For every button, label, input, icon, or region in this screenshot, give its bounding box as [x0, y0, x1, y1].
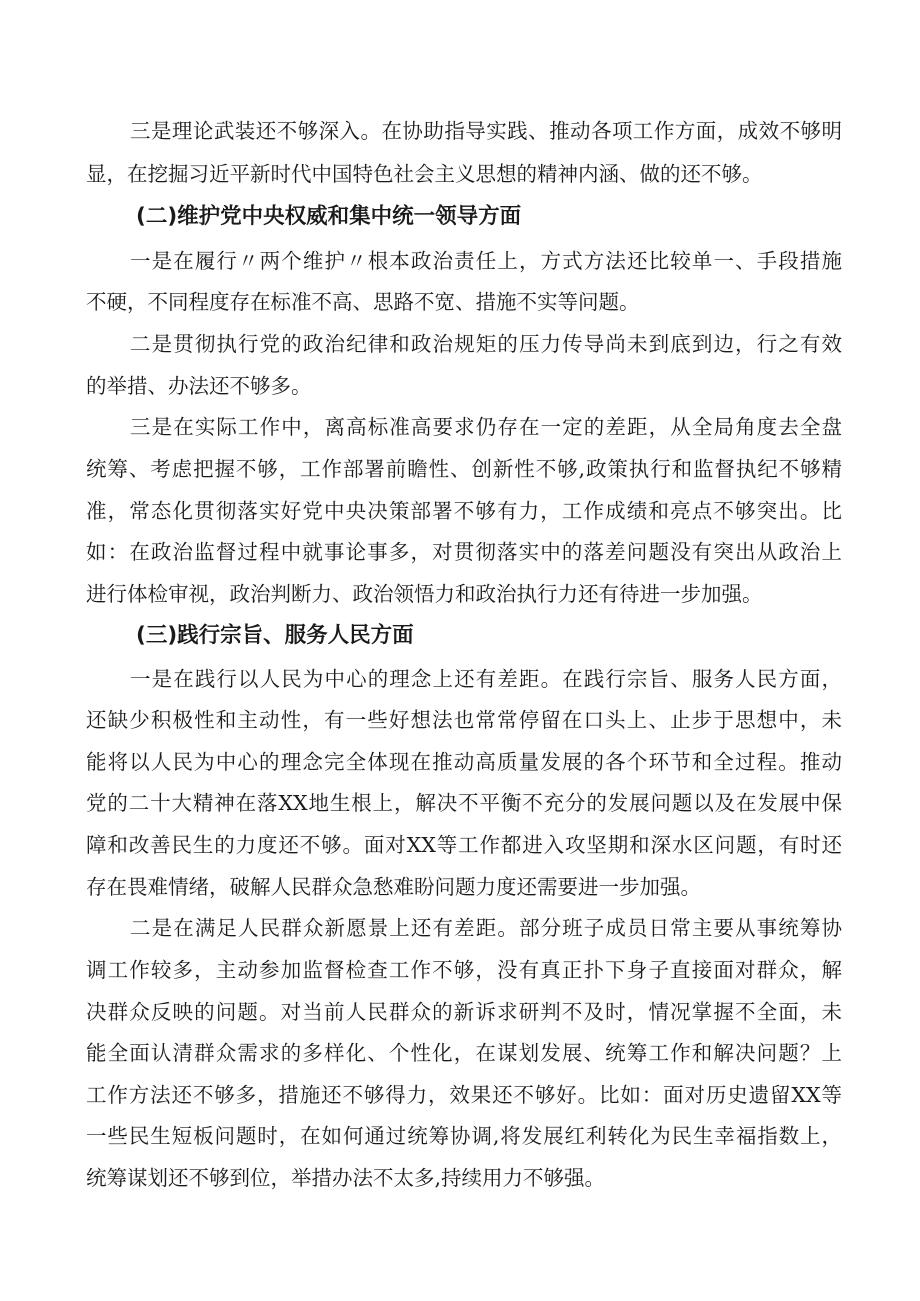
paragraph-line: 三是理论武装还不够深入。在协助指导实践、推动各项工作方面，成效不够明 [130, 119, 842, 143]
paragraph-line: 不硬，不同程度存在标准不高、思路不宽、措施不实等问题。 [86, 290, 640, 314]
paragraph-line: 二是在满足人民群众新愿景上还有差距。部分班子成员日常主要从事统筹协 [130, 916, 842, 940]
paragraph-line: 一是在履行〃两个维护〃根本政治责任上，方式方法还比较单一、手段措施 [130, 249, 842, 273]
paragraph-line: 如：在政治监督过程中就事论事多，对贯彻落实中的落差问题没有突出从政治上 [86, 540, 842, 564]
paragraph-line: 统筹谋划还不够到位，举措办法不太多,持续用力不够强。 [86, 1166, 606, 1190]
paragraph-line: 还缺少积极性和主动性，有一些好想法也常常停留在口头上、止步于思想中，未 [86, 708, 842, 732]
paragraph-line: 能全面认清群众需求的多样化、个性化，在谋划发展、统筹工作和解决问题？上 [86, 1041, 842, 1065]
paragraph-line: 调工作较多，主动参加监督检查工作不够，没有真正扑下身子直接面对群众，解 [86, 958, 842, 982]
section-heading: (三)践行宗旨、服务人民方面 [136, 623, 414, 648]
paragraph-line: 一是在践行以人民为中心的理念上还有差距。在践行宗旨、服务人民方面， [130, 667, 842, 691]
paragraph-line: 存在畏难情绪，破解人民群众急愁难盼问题力度还需要进一步加强。 [86, 875, 701, 899]
paragraph-line: 障和改善民生的力度还不够。面对XX等工作都进入攻坚期和深水区问题，有时还 [86, 833, 842, 857]
paragraph-line: 显，在挖掘习近平新时代中国特色社会主义思想的精神内涵、做的还不够。 [86, 162, 763, 186]
paragraph-line: 工作方法还不够多，措施还不够得力，效果还不够好。比如：面对历史遗留XX等 [86, 1083, 842, 1107]
paragraph-line: 能将以人民为中心的理念完全体现在推动高质量发展的各个环节和全过程。推动 [86, 750, 842, 774]
paragraph-line: 进行体检审视，政治判断力、政治领悟力和政治执行力还有待进一步加强。 [86, 582, 763, 606]
paragraph-line: 统筹、考虑把握不够，工作部署前瞻性、创新性不够,政策执行和监督执纪不够精 [86, 457, 842, 481]
paragraph-line: 一些民生短板问题时，在如何通过统筹协调,将发展红利转化为民生幸福指数上， [86, 1124, 842, 1148]
paragraph-line: 决群众反映的问题。对当前人民群众的新诉求研判不及时，情况掌握不全面，未 [86, 1000, 842, 1024]
section-heading: (二)维护党中央权威和集中统一领导方面 [136, 204, 522, 229]
paragraph-line: 准，常态化贯彻落实好党中央决策部署不够有力，工作成绩和亮点不够突出。比 [86, 499, 842, 523]
paragraph-line: 二是贯彻执行党的政治纪律和政治规矩的压力传导尚未到底到边，行之有效 [130, 332, 842, 356]
paragraph-line: 的举措、办法还不够多。 [86, 374, 312, 398]
paragraph-line: 党的二十大精神在落XX地生根上，解决不平衡不充分的发展问题以及在发展中保 [86, 791, 842, 815]
paragraph-line: 三是在实际工作中，离高标准高要求仍存在一定的差距，从全局角度去全盘 [130, 415, 842, 439]
